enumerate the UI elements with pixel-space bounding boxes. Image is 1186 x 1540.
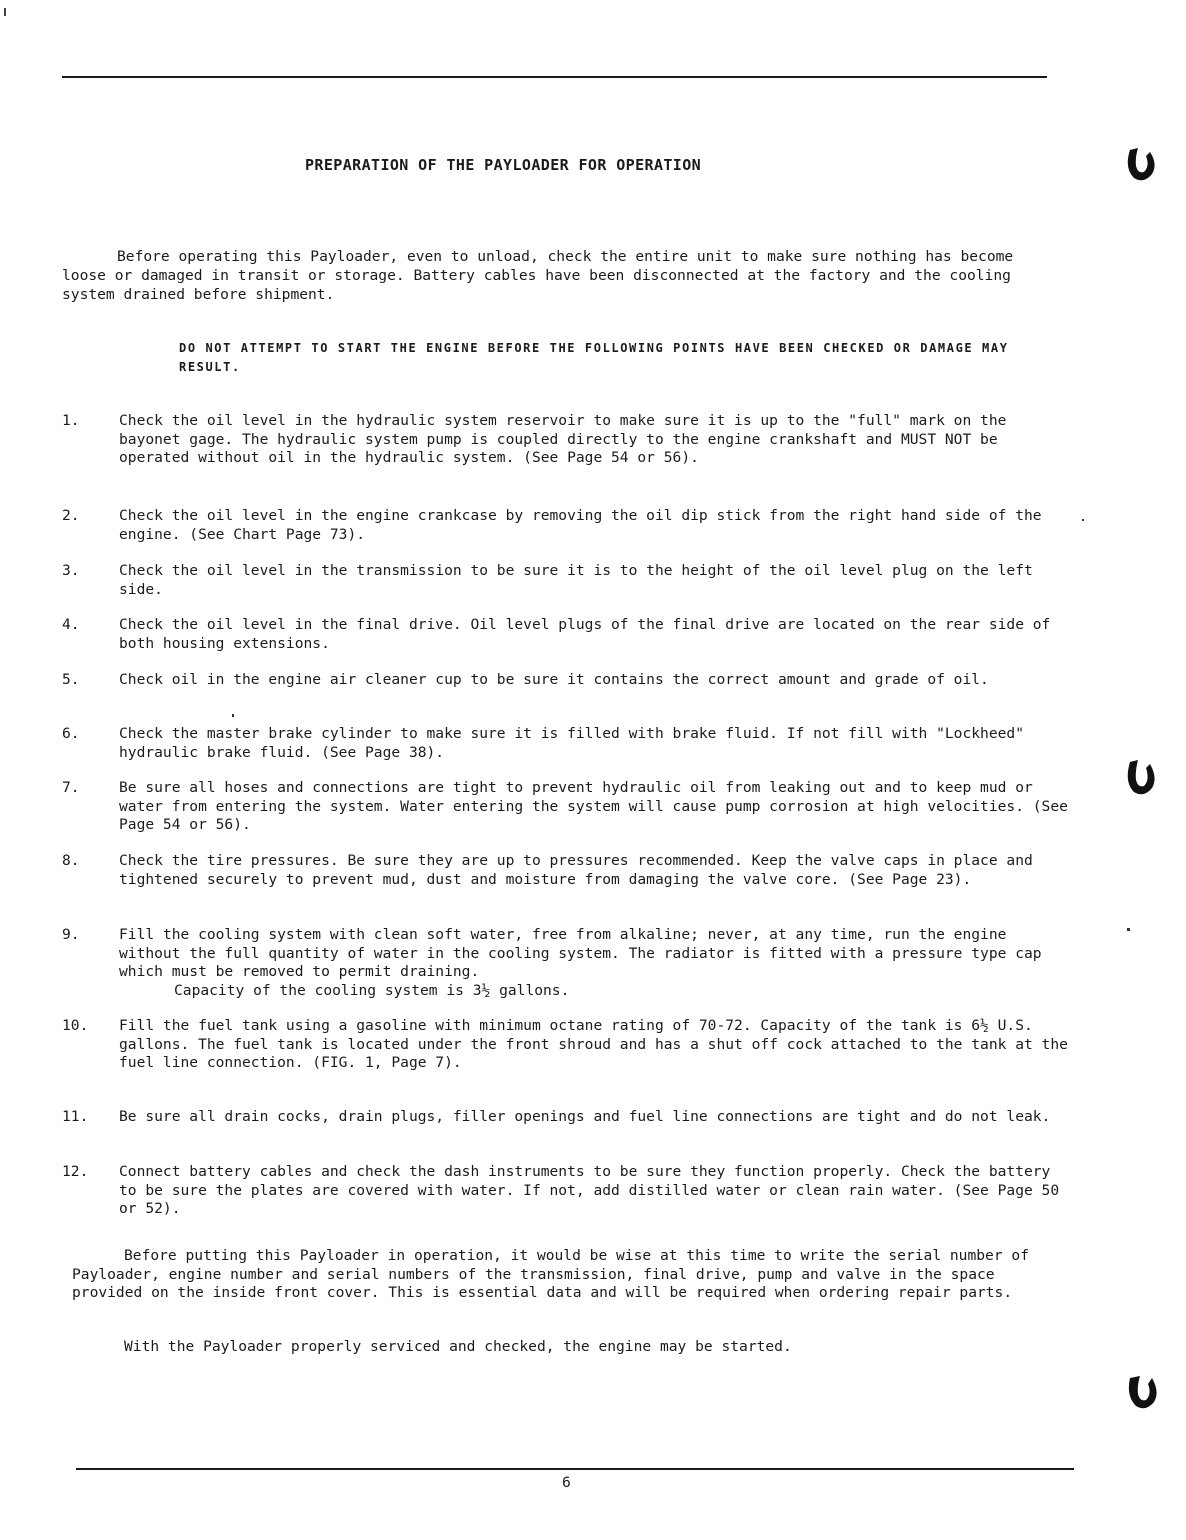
binder-hole-icon xyxy=(1120,142,1164,186)
scan-speck xyxy=(1082,519,1084,521)
binder-hole-icon xyxy=(1122,1368,1166,1412)
intro-text: Before operating this Payloader, even to unload, check the entire unit to make sure nothing has become loose or damaged in transit or storage. Battery cables have been disconnected at the factory and the cooling system drained before shipment. xyxy=(62,248,1014,303)
closing-paragraph: Before putting this Payloader in operation, it would be wise at this time to write the serial number of Payloader, engine number and serial numbers of the transmission, final drive, pump and valve in the space provided on the inside front cover. This is essential data and will be required when ordering repair parts. xyxy=(72,1247,1029,1301)
page-number: 6 xyxy=(562,1474,571,1491)
item-text: Check the oil level in the final drive. Oil level plugs of the final drive are located on the rear side of both housing extensions. xyxy=(119,616,1051,652)
item-number: 6. xyxy=(62,725,80,742)
item-text: Check the oil level in the hydraulic system reservoir to make sure it is up to the "full" mark on the bayonet gage. The hydraulic system pump is coupled directly to the engine crankshaft and MUST NOT be operated without oil in the hydraulic system. (See Page 54 or 56). xyxy=(119,412,1007,466)
warning-notice: DO NOT ATTEMPT TO START THE ENGINE BEFORE THE FOLLOWING POINTS HAVE BEEN CHECKED OR DAMAGE MAY RESULT. xyxy=(179,341,1009,374)
item-number: 4. xyxy=(62,616,80,633)
top-rule xyxy=(62,76,1047,78)
item-text: Fill the cooling system with clean soft water, free from alkaline; never, at any time, run the engine without the full quantity of water in the cooling system. The radiator is fitted with a pressure type cap which must be removed to permit draining. xyxy=(119,926,1042,980)
item-text: Connect battery cables and check the dash instruments to be sure they function properly. Check the battery to be sure the plates are covered with water. If not, add distilled water or clean rain water. (See Page 50 or 52). xyxy=(119,1163,1060,1217)
item-number: 9. xyxy=(62,926,80,943)
final-note: With the Payloader properly serviced and checked, the engine may be started. xyxy=(124,1338,792,1355)
item-number: 8. xyxy=(62,852,80,869)
bottom-rule xyxy=(76,1468,1074,1470)
item-text: Fill the fuel tank using a gasoline with minimum octane rating of 70-72. Capacity of the tank is 6½ U.S. gallons. The fuel tank is located under the front shroud and has a shut off cock attached to the tank at the fuel line connection. (FIG. 1, Page 7). xyxy=(119,1017,1068,1071)
item-note: Capacity of the cooling system is 3½ gallons. xyxy=(174,981,570,999)
item-number: 3. xyxy=(62,562,80,579)
item-text: Check the tire pressures. Be sure they are up to pressures recommended. Keep the valve caps in place and tightened securely to prevent mud, dust and moisture from damaging the valve core. (See Page 23). xyxy=(119,852,1033,888)
item-number: 10. xyxy=(62,1017,89,1034)
item-number: 12. xyxy=(62,1163,89,1180)
item-text: Check the master brake cylinder to make sure it is filled with brake fluid. If not fill with "Lockheed" hydraulic brake fluid. (See Page 38). xyxy=(119,725,1024,761)
item-text: Be sure all drain cocks, drain plugs, filler openings and fuel line connections are tight and do not leak. xyxy=(119,1108,1051,1125)
item-text: Check the oil level in the transmission to be sure it is to the height of the oil level plug on the left side. xyxy=(119,562,1033,598)
item-number: 1. xyxy=(62,412,80,429)
item-text: Be sure all hoses and connections are tight to prevent hydraulic oil from leaking out and to keep mud or water from entering the system. Water entering the system will cause pump corrosion at high velocities. (See Page 54 or 56). xyxy=(119,779,1068,833)
item-number: 5. xyxy=(62,671,80,688)
item-number: 11. xyxy=(62,1108,89,1125)
page-title: PREPARATION OF THE PAYLOADER FOR OPERATION xyxy=(305,156,702,174)
scan-speck xyxy=(1127,928,1130,931)
item-text: Check the oil level in the engine crankcase by removing the oil dip stick from the right hand side of the engine. (See Chart Page 73). xyxy=(119,507,1042,543)
scan-speck xyxy=(4,8,6,16)
item-number: 7. xyxy=(62,779,80,796)
intro-paragraph xyxy=(62,247,1042,304)
item-number: 2. xyxy=(62,507,80,524)
item-text: Check oil in the engine air cleaner cup to be sure it contains the correct amount and grade of oil. xyxy=(119,671,989,688)
item-text-block xyxy=(119,926,1072,1000)
binder-hole-icon xyxy=(1120,756,1164,800)
scan-speck xyxy=(232,714,234,717)
